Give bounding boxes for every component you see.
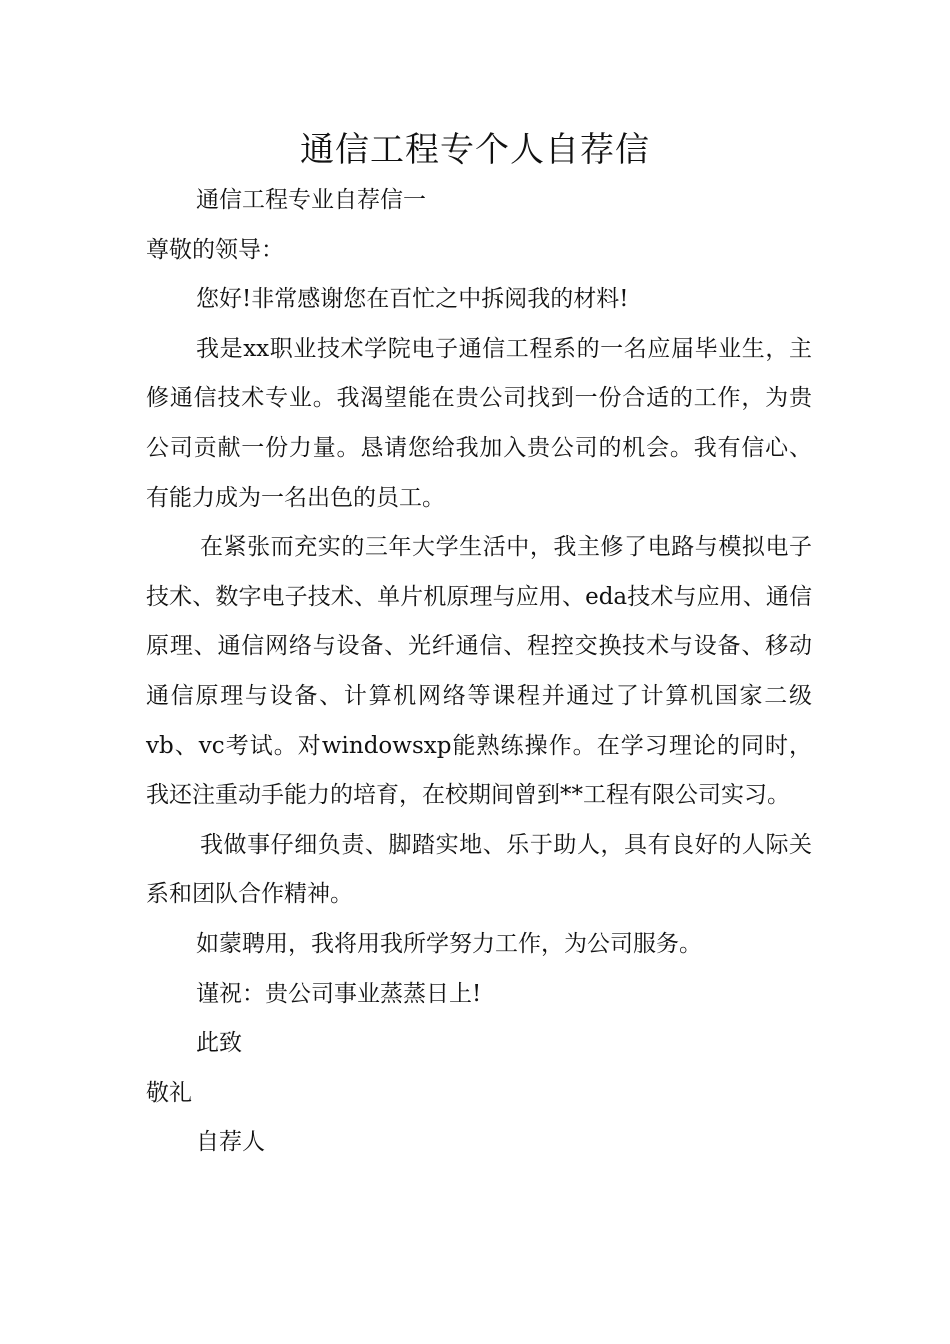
- signature: 自荐人: [196, 1129, 265, 1156]
- wishes: 谨祝：贵公司事业蒸蒸日上!: [196, 980, 482, 1007]
- letter-subtitle: 通信工程专业自荐信一: [196, 187, 426, 213]
- paragraph-commitment: 如蒙聘用，我将用我所学努力工作，为公司服务。: [196, 930, 702, 957]
- document-title: 通信工程专个人自荐信: [300, 130, 650, 170]
- paragraph-introduction: 我是xx职业技术学院电子通信工程系的一名应届毕业生，主修通信技术专业。我渴望能在贵公司找到一份合适的工作，为贵公司贡献一份力量。恳请您给我加入贵公司的机会。我有信心、有能力成为一名出色的员工。: [146, 335, 812, 511]
- closing-line-1: 此致: [196, 1030, 242, 1057]
- greeting: 您好!非常感谢您在百忙之中拆阅我的材料!: [196, 286, 629, 313]
- paragraph-personality: 我做事仔细负责、脚踏实地、乐于助人，具有良好的人际关系和团队合作精神。: [146, 831, 812, 908]
- paragraph-education: 在紧张而充实的三年大学生活中，我主修了电路与模拟电子技术、数字电子技术、单片机原理与应用、eda技术与应用、通信原理、通信网络与设备、光纤通信、程控交换技术与设备、移动通信原理与设备、计算机网络等课程并通过了计算机国家二级vb、vc考试。对windowsxp能熟练操作。在学习理论的同时，我还注重动手能力的培育，在校期间曾到**工程有限公司实习。: [146, 534, 812, 809]
- salutation: 尊敬的领导：: [146, 236, 284, 263]
- letter-body: [146, 176, 812, 1168]
- closing-line-2: 敬礼: [146, 1079, 192, 1106]
